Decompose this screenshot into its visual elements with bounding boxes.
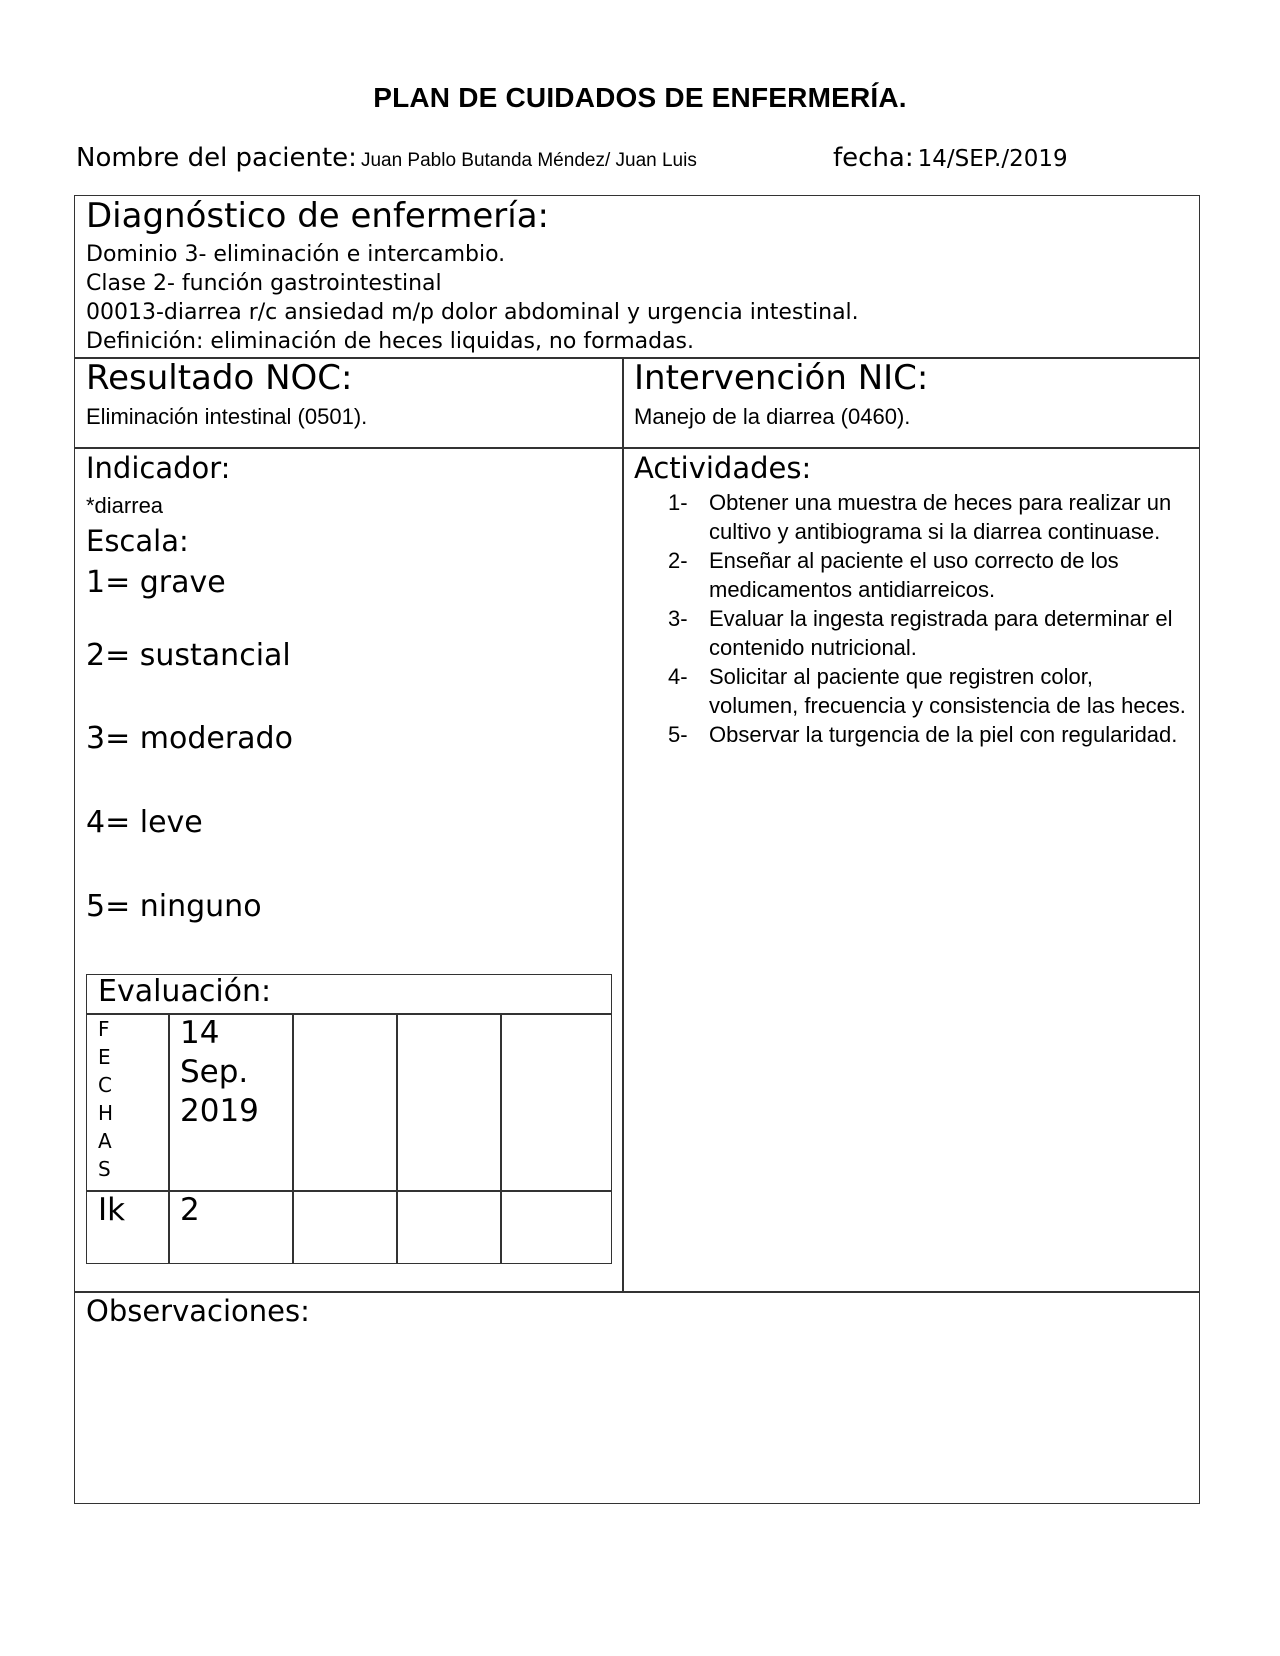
nic-heading: Intervención NIC: — [634, 358, 929, 398]
activity-text: Evaluar la ingesta registrada para determinar el contenido nutricional. — [709, 606, 1173, 660]
evaluation-date-line: Sep. — [180, 1054, 249, 1090]
evaluation-col-divider — [500, 1013, 502, 1264]
evaluation-date — [180, 1014, 259, 1131]
page-title: PLAN DE CUIDADOS DE ENFERMERÍA. — [373, 82, 907, 113]
scale-heading: Escala: — [86, 524, 189, 558]
activity-number: 2- — [668, 548, 688, 573]
activity-item — [668, 546, 1188, 604]
noc-value: Eliminación intestinal (0501). — [86, 404, 368, 429]
activity-item — [668, 604, 1188, 662]
date-label: fecha: — [833, 143, 914, 173]
evaluation-col-divider — [292, 1013, 294, 1264]
fechas-letter: F — [98, 1017, 110, 1041]
activities-heading: Actividades: — [634, 451, 812, 485]
diagnosis-heading: Diagnóstico de enfermería: — [86, 196, 549, 236]
activities-list — [668, 488, 1188, 749]
indicator-value: *diarrea — [86, 493, 164, 518]
date-line — [833, 143, 1068, 173]
activity-number: 5- — [668, 722, 688, 747]
diagnosis-line: Clase 2- función gastrointestinal — [86, 271, 442, 296]
fechas-letter: S — [98, 1157, 111, 1181]
observations-heading: Observaciones: — [86, 1294, 310, 1328]
evaluation-date-line: 2019 — [180, 1093, 259, 1129]
activity-number: 4- — [668, 664, 688, 689]
activity-text: Observar la turgencia de la piel con regularidad. — [709, 722, 1178, 747]
patient-name-value: Juan Pablo Butanda Méndez/ Juan Luis — [360, 150, 697, 171]
activity-item — [668, 662, 1188, 720]
evaluation-table-frame — [86, 974, 612, 1264]
noc-heading: Resultado NOC: — [86, 358, 353, 398]
diagnosis-line: Definición: eliminación de heces liquidas, no formadas. — [86, 329, 695, 354]
fechas-letter: H — [98, 1101, 114, 1125]
ik-value: 2 — [180, 1192, 200, 1228]
indicator-heading: Indicador: — [86, 451, 231, 485]
ik-label: Ik — [98, 1192, 126, 1228]
divider-columns — [622, 357, 624, 1292]
scale-item: 4= leve — [86, 805, 203, 840]
scale-item: 2= sustancial — [86, 638, 291, 673]
activity-number: 1- — [668, 490, 688, 515]
activity-text: Solicitar al paciente que registren color, volumen, frecuencia y consistencia de las heces. — [709, 664, 1186, 718]
evaluation-heading: Evaluación: — [98, 974, 272, 1009]
evaluation-col-divider — [168, 1013, 170, 1264]
fechas-label — [98, 1015, 128, 1183]
activity-number: 3- — [668, 606, 688, 631]
activity-text: Enseñar al paciente el uso correcto de los medicamentos antidiarreicos. — [709, 548, 1119, 602]
evaluation-date-line: 14 — [180, 1015, 220, 1051]
patient-name-label: Nombre del paciente: — [76, 143, 357, 173]
scale-item: 3= moderado — [86, 721, 293, 756]
diagnosis-line: 00013-diarrea r/c ansiedad m/p dolor abdominal y urgencia intestinal. — [86, 300, 859, 325]
fechas-letter: C — [98, 1073, 112, 1097]
activity-item — [668, 488, 1188, 546]
fechas-letter: A — [98, 1129, 112, 1153]
evaluation-table — [86, 974, 612, 1264]
evaluation-header-divider — [86, 1013, 612, 1015]
divider-observations — [74, 1291, 1200, 1293]
patient-name-line — [76, 143, 697, 173]
scale-item: 5= ninguno — [86, 889, 262, 924]
scale-item: 1= grave — [86, 565, 226, 600]
nic-value: Manejo de la diarrea (0460). — [634, 404, 911, 429]
date-value: 14/SEP./2019 — [917, 146, 1068, 172]
diagnosis-line: Dominio 3- eliminación e intercambio. — [86, 242, 506, 267]
evaluation-col-divider — [396, 1013, 398, 1264]
activity-item — [668, 720, 1188, 749]
divider-noc-nic — [74, 447, 1200, 449]
evaluation-row-divider — [86, 1190, 612, 1192]
fechas-letter: E — [98, 1045, 111, 1069]
activity-text: Obtener una muestra de heces para realizar un cultivo y antibiograma si la diarrea continuase. — [709, 490, 1172, 544]
